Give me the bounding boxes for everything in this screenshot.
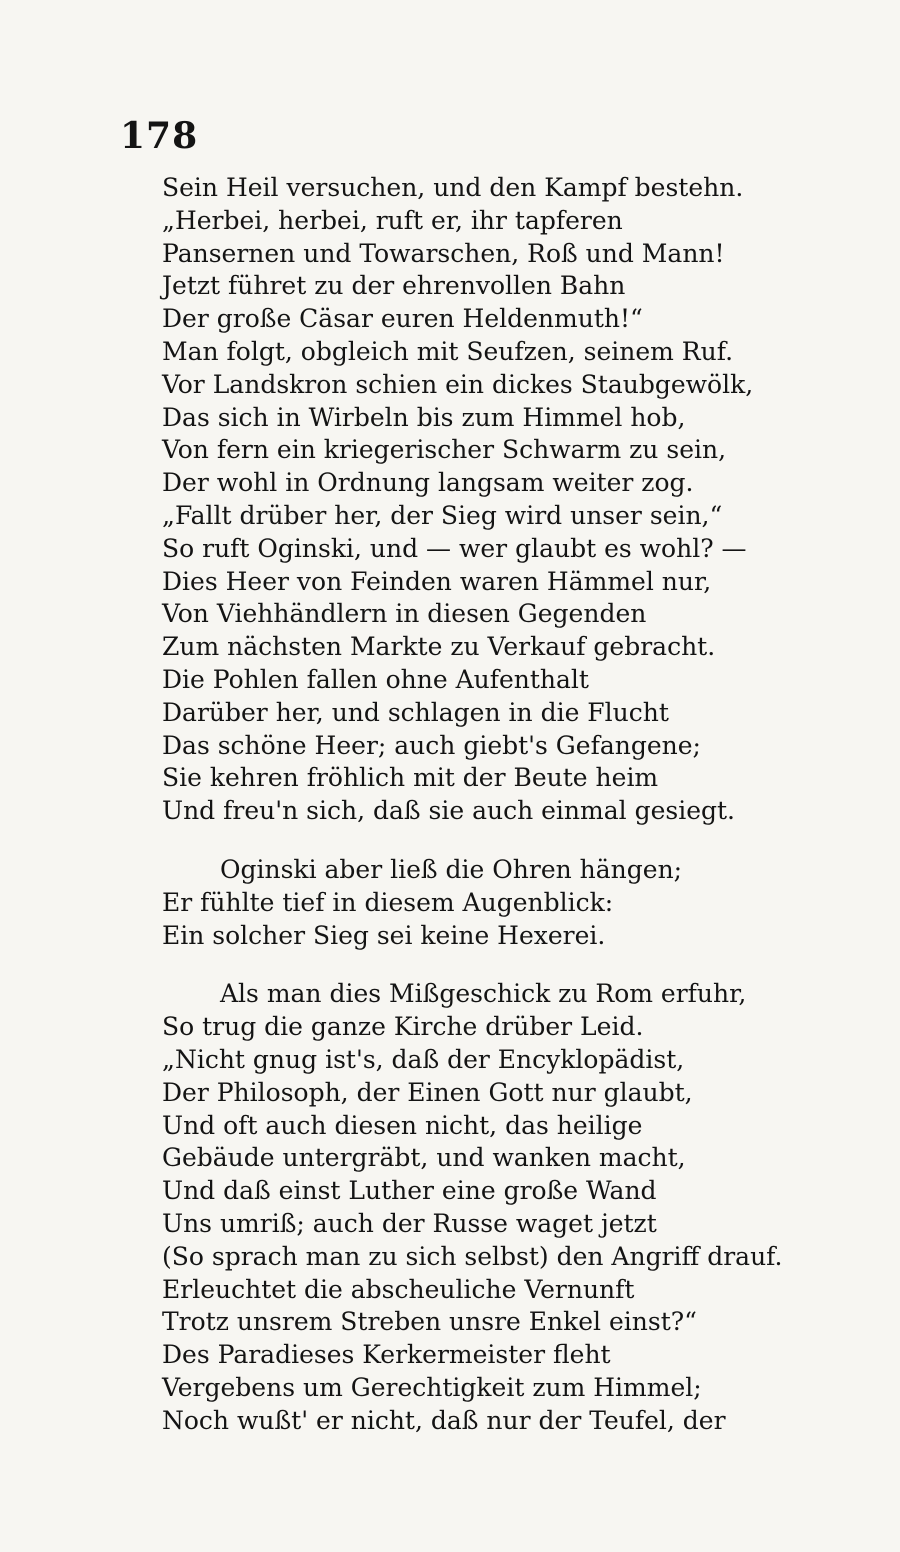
stanza-1 [162, 172, 862, 828]
stanza-3 [162, 978, 862, 1437]
text-line: Vergebens um Gerechtigkeit zum Himmel; [162, 1372, 702, 1402]
text-line: Der große Cäsar euren Heldenmuth!“ [162, 304, 643, 334]
page-number: 178 [120, 115, 199, 157]
text-line: So ruft Oginski, und — wer glaubt es wohl? — [162, 533, 747, 563]
text-line: Von Viehhändlern in diesen Gegenden [162, 599, 647, 629]
text-line: Man folgt, obgleich mit Seufzen, seinem Ruf. [162, 336, 734, 366]
text-line: Dies Heer von Feinden waren Hämmel nur, [162, 566, 712, 596]
text-line: Uns umriß; auch der Russe waget jetzt [162, 1208, 657, 1238]
text-line: (So sprach man zu sich selbst) den Angriff drauf. [162, 1241, 783, 1271]
text-line: Erleuchtet die abscheuliche Vernunft [162, 1274, 635, 1304]
text-line: Des Paradieses Kerkermeister fleht [162, 1340, 611, 1370]
text-line: Sie kehren fröhlich mit der Beute heim [162, 763, 659, 793]
text-line: Darüber her, und schlagen in die Flucht [162, 697, 669, 727]
text-line: Vor Landskron schien ein dickes Staubgewölk, [162, 369, 754, 399]
text-line: Er fühlte tief in diesem Augenblick: [162, 887, 614, 917]
text-line: Und oft auch diesen nicht, das heilige [162, 1110, 643, 1140]
stanza-gap [162, 828, 862, 854]
text-line: Zum nächsten Markte zu Verkauf gebracht. [162, 632, 716, 662]
text-line: Ein solcher Sieg sei keine Hexerei. [162, 920, 606, 950]
text-line: Der Philosoph, der Einen Gott nur glaubt, [162, 1077, 693, 1107]
text-line: „Herbei, herbei, ruft er, ihr tapferen [162, 205, 623, 235]
text-line: Das sich in Wirbeln bis zum Himmel hob, [162, 402, 686, 432]
text-line: Oginski aber ließ die Ohren hängen; [220, 854, 683, 884]
text-line: Der wohl in Ordnung langsam weiter zog. [162, 468, 694, 498]
text-line: Und daß einst Luther eine große Wand [162, 1176, 657, 1206]
stanza-gap [162, 952, 862, 978]
text-line: Gebäude untergräbt, und wanken macht, [162, 1143, 686, 1173]
text-line: „Fallt drüber her, der Sieg wird unser sein,“ [162, 500, 723, 530]
stanza-2 [162, 854, 862, 952]
text-line: Jetzt führet zu der ehrenvollen Bahn [162, 271, 626, 301]
text-line: Die Pohlen fallen ohne Aufenthalt [162, 664, 589, 694]
text-line: So trug die ganze Kirche drüber Leid. [162, 1012, 644, 1042]
text-line: Das schöne Heer; auch giebt's Gefangene; [162, 730, 701, 760]
text-line: Als man dies Mißgeschick zu Rom erfuhr, [220, 979, 747, 1009]
text-line: Von fern ein kriegerischer Schwarm zu sein, [162, 435, 727, 465]
text-line: „Nicht gnug ist's, daß der Encyklopädist, [162, 1044, 685, 1074]
text-line: Pansernen und Towarschen, Roß und Mann! [162, 238, 725, 268]
poem-text [162, 172, 862, 1437]
text-line: Noch wußt' er nicht, daß nur der Teufel, der [162, 1405, 726, 1435]
text-line: Trotz unsrem Streben unsre Enkel einst?“ [162, 1307, 697, 1337]
text-line: Sein Heil versuchen, und den Kampf bestehn. [162, 173, 744, 202]
text-line: Und freu'n sich, daß sie auch einmal gesiegt. [162, 796, 735, 826]
